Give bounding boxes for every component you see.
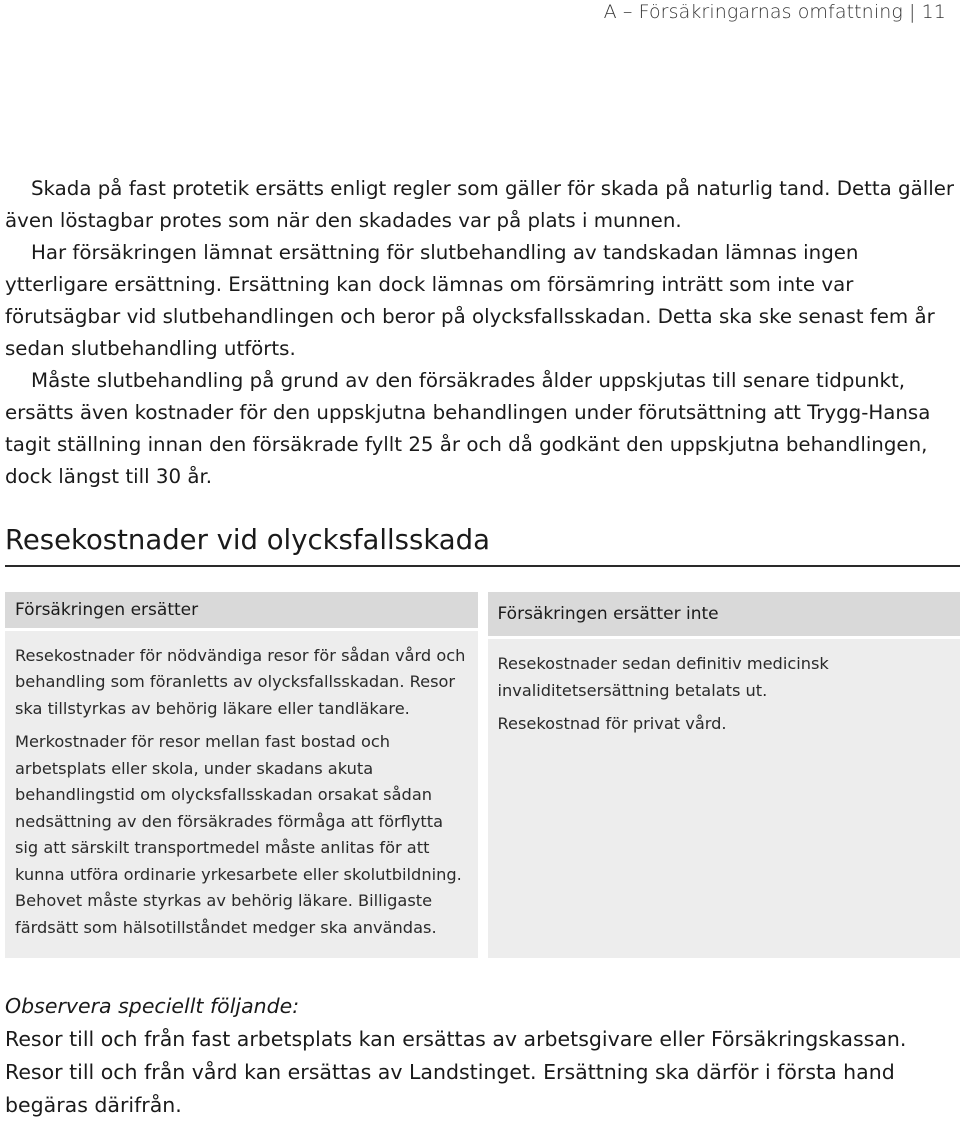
not-covered-column-header: Försäkringen ersätter inte (488, 592, 960, 636)
not-covered-column-body (488, 639, 960, 958)
covered-column (5, 592, 478, 958)
paragraph-prosthetics: Skada på fast protetik ersätts enligt regler som gäller för skada på naturlig tand. Detta gäller även löstagbar protes som när den skadades var på plats i munnen. (5, 173, 955, 237)
note-block (5, 990, 960, 1122)
note-title: Observera speciellt följande: (5, 990, 960, 1023)
not-covered-item: Resekostnader sedan definitiv medicinsk invaliditetsersättning betalats ut. (498, 651, 951, 704)
body-text (5, 173, 955, 493)
not-covered-item: Resekostnad för privat vård. (498, 711, 951, 738)
covered-column-body (5, 631, 478, 959)
running-header: A – Försäkringarnas omfattning | 11 (604, 0, 946, 24)
note-text: Resor till och från fast arbetsplats kan ersättas av arbetsgivare eller Försäkringskassan. Resor till och från vård kan ersättas av Landstinget. Ersättning ska därför i första hand begäras därifrån. (5, 1027, 906, 1117)
covered-column-header: Försäkringen ersätter (5, 592, 478, 628)
section-heading: Resekostnader vid olycksfallsskada (5, 522, 490, 558)
paragraph-final-treatment: Har försäkringen lämnat ersättning för slutbehandling av tandskadan lämnas ingen ytterligare ersättning. Ersättning kan dock lämnas om försämring inträtt som inte var förutsägbar vid slutbehandlingen och beror på olycksfallsskadan. Detta ska ske senast fem år sedan slutbehandling utförts. (5, 237, 955, 365)
covered-item: Merkostnader för resor mellan fast bostad och arbetsplats eller skola, under skadans akuta behandlingstid om olycksfallsskadan orsakat sådan nedsättning av den försäkrades förmåga att förflytta sig att särskilt transportmedel måste anlitas för att kunna utföra ordinarie yrkesarbete eller skolutbildning. Behovet måste styrkas av behörig läkare. Billigaste färdsätt som hälsotillståndet medger ska användas. (15, 729, 468, 941)
paragraph-postponed-treatment: Måste slutbehandling på grund av den försäkrades ålder uppskjutas till senare tidpunkt, ersätts även kostnader för den uppskjutna behandlingen under förutsättning att Trygg-Hansa tagit ställning innan den försäkrade fyllt 25 år och då godkänt den uppskjutna behandlingen, dock längst till 30 år. (5, 365, 955, 493)
covered-item: Resekostnader för nödvändiga resor för sådan vård och behandling som föranletts av olycksfallsskadan. Resor ska tillstyrkas av behörig läkare eller tandläkare. (15, 643, 468, 723)
section-divider (5, 565, 960, 567)
coverage-table (5, 592, 960, 958)
not-covered-column (488, 592, 960, 958)
